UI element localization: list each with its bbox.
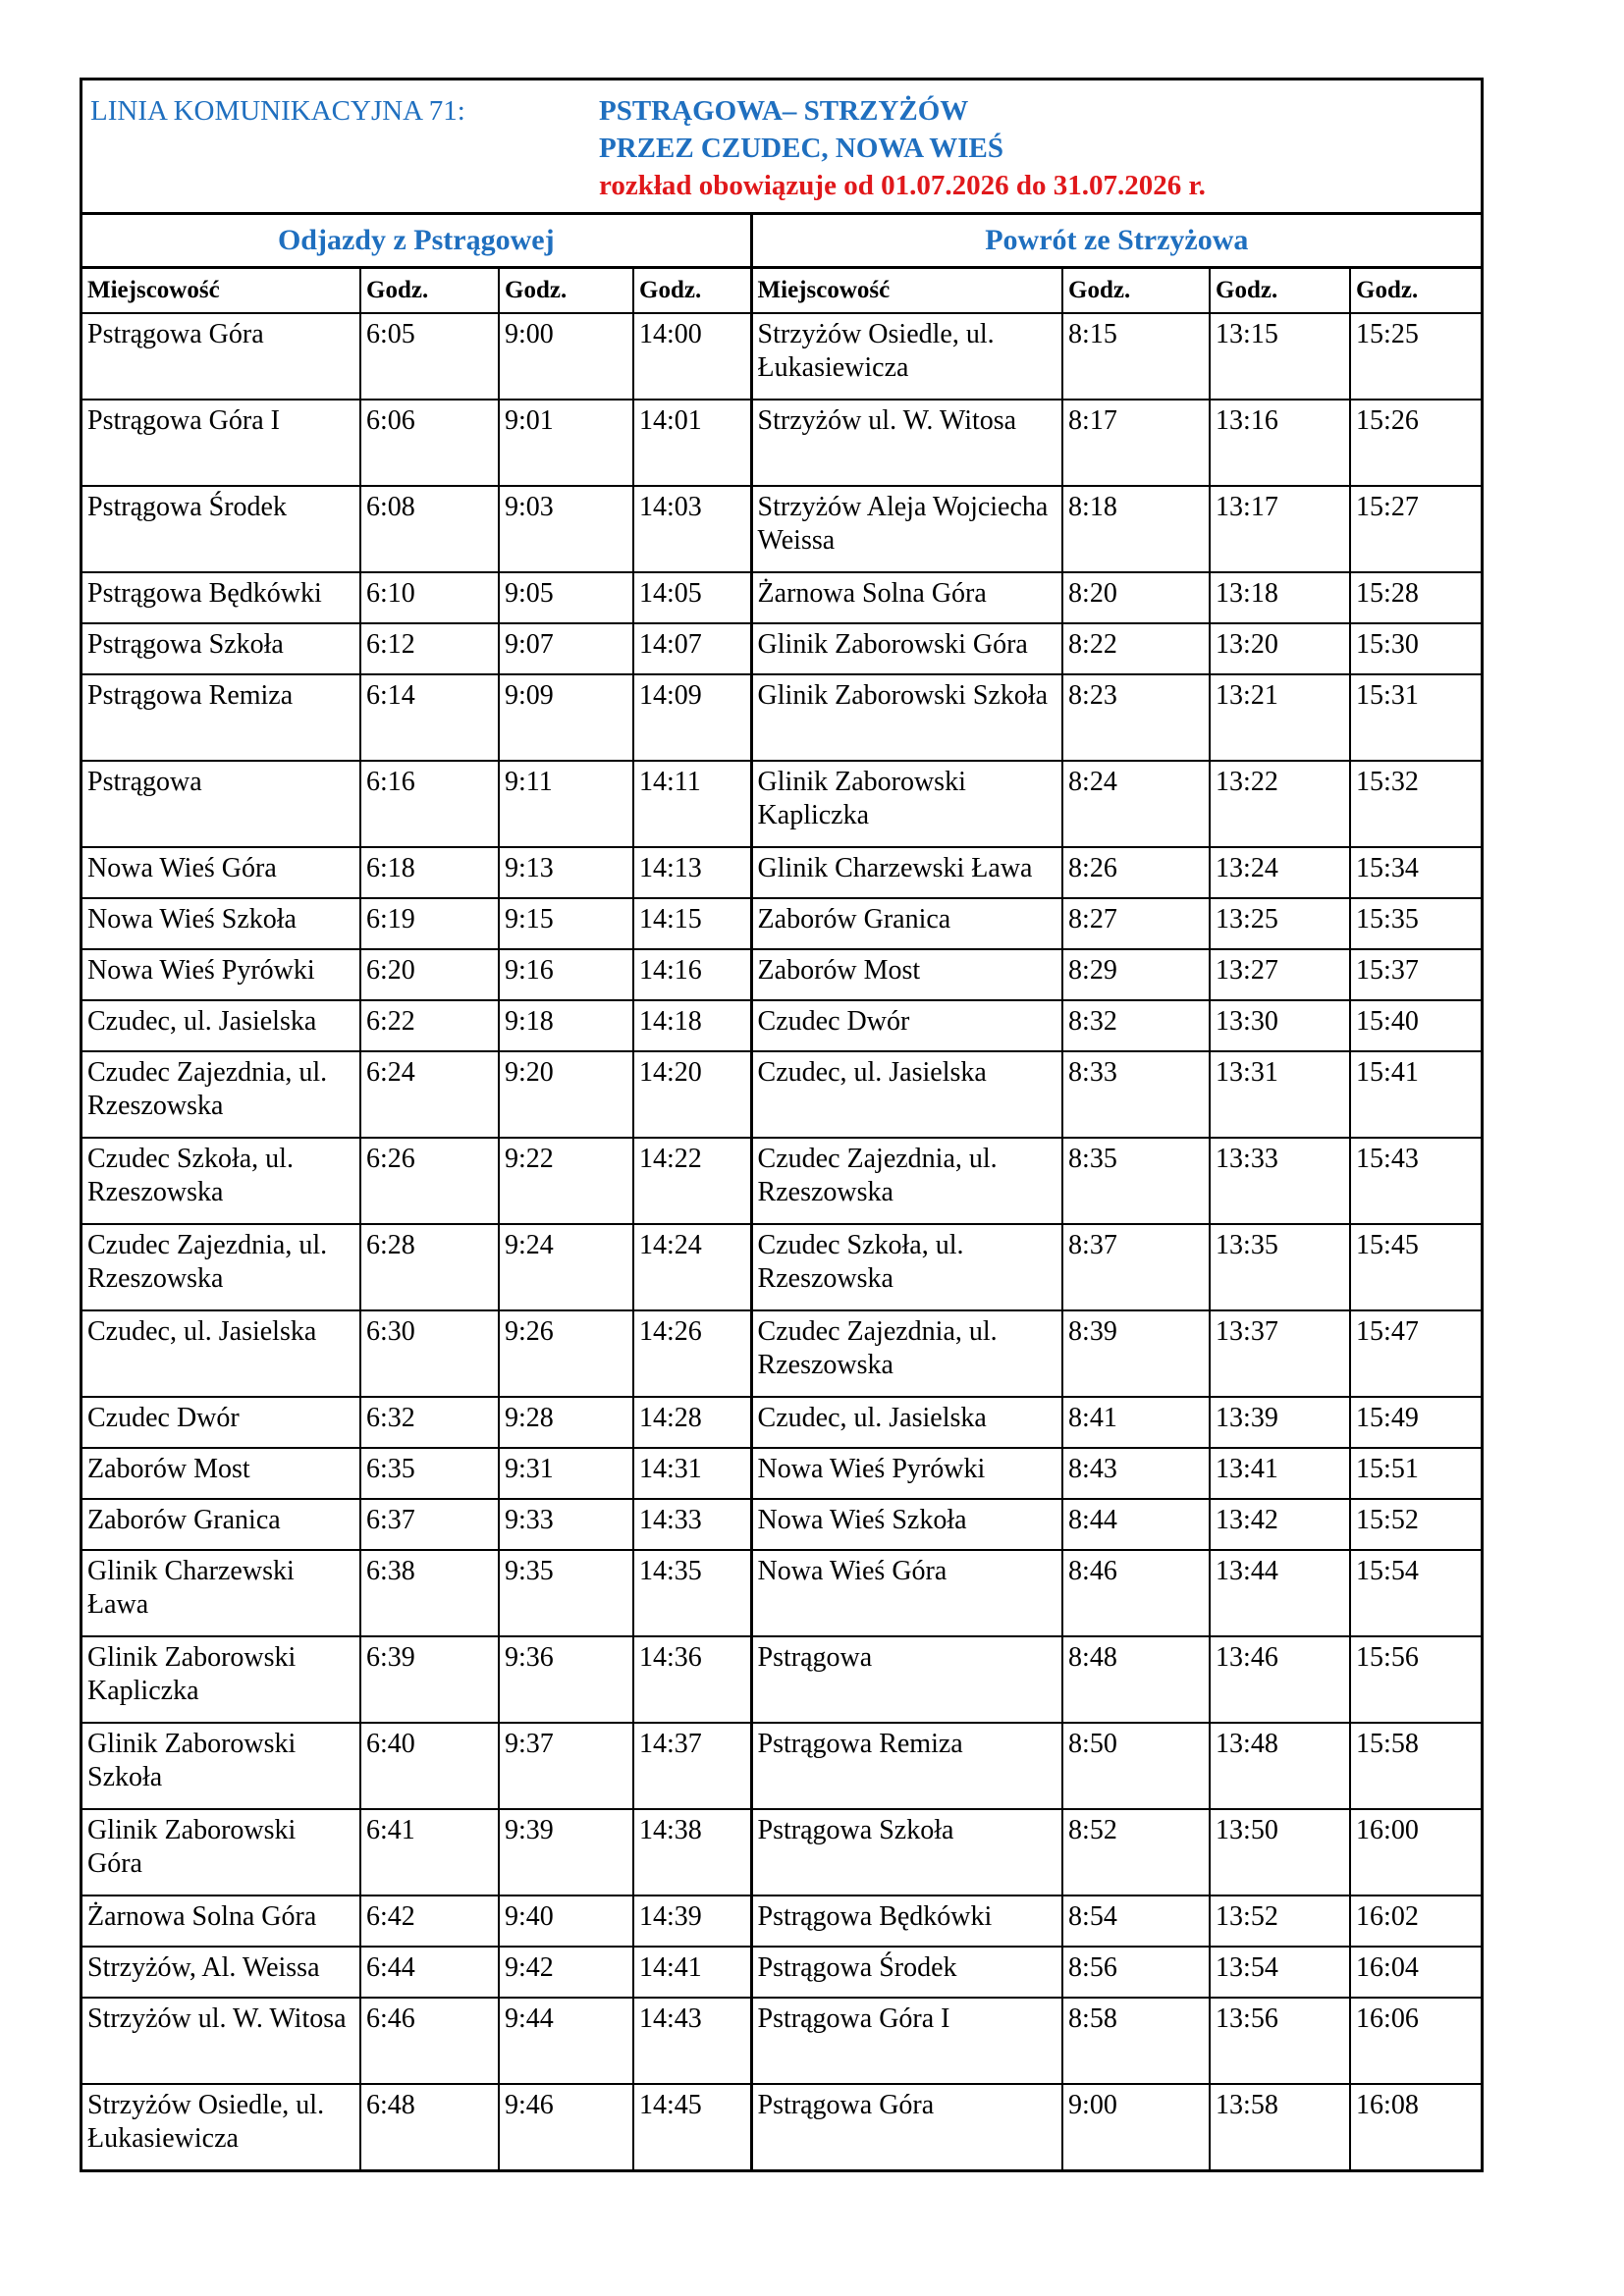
return-stop-name: Glinik Charzewski Ława (751, 847, 1062, 898)
out-time: 9:33 (499, 1499, 633, 1550)
table-row (82, 1448, 1481, 1499)
out-time: 9:26 (499, 1310, 633, 1397)
out-stop-name: Strzyżów ul. W. Witosa (82, 1998, 360, 2084)
out-time: 6:10 (360, 572, 499, 623)
return-time: 8:18 (1062, 486, 1210, 572)
return-time: 15:40 (1350, 1000, 1481, 1051)
table-row (82, 572, 1481, 623)
return-time: 15:27 (1350, 486, 1481, 572)
return-time: 8:43 (1062, 1448, 1210, 1499)
return-time: 8:58 (1062, 1998, 1210, 2084)
return-stop-name: Nowa Wieś Szkoła (751, 1499, 1062, 1550)
table-row (82, 949, 1481, 1000)
out-time: 6:42 (360, 1896, 499, 1947)
return-stop-name: Pstrągowa Góra (751, 2084, 1062, 2169)
return-stop-name: Strzyżów Aleja Wojciecha Weissa (751, 486, 1062, 572)
return-time: 13:15 (1210, 313, 1350, 400)
out-stop-name: Pstrągowa Góra (82, 313, 360, 400)
out-time: 6:26 (360, 1138, 499, 1224)
return-time: 16:08 (1350, 2084, 1481, 2169)
col-header-place: Miejscowość (751, 268, 1062, 314)
return-time: 13:42 (1210, 1499, 1350, 1550)
return-time: 13:20 (1210, 623, 1350, 674)
return-time: 13:30 (1210, 1000, 1350, 1051)
timetable-sheet (80, 78, 1484, 2172)
return-time: 16:02 (1350, 1896, 1481, 1947)
return-stop-name: Pstrągowa Środek (751, 1947, 1062, 1998)
out-stop-name: Zaborów Granica (82, 1499, 360, 1550)
out-time: 9:37 (499, 1723, 633, 1809)
out-time: 9:13 (499, 847, 633, 898)
out-time: 9:09 (499, 674, 633, 761)
return-time: 13:58 (1210, 2084, 1350, 2169)
return-time: 13:27 (1210, 949, 1350, 1000)
return-time: 8:32 (1062, 1000, 1210, 1051)
table-row (82, 486, 1481, 572)
out-time: 9:16 (499, 949, 633, 1000)
col-header-time: Godz. (633, 268, 751, 314)
return-stop-name: Strzyżów Osiedle, ul. Łukasiewicza (751, 313, 1062, 400)
return-time: 8:33 (1062, 1051, 1210, 1138)
return-time: 15:52 (1350, 1499, 1481, 1550)
return-time: 13:17 (1210, 486, 1350, 572)
return-time: 8:37 (1062, 1224, 1210, 1310)
return-time: 15:28 (1350, 572, 1481, 623)
table-row (82, 1310, 1481, 1397)
out-time: 9:03 (499, 486, 633, 572)
out-time: 14:38 (633, 1809, 751, 1896)
return-time: 13:18 (1210, 572, 1350, 623)
col-header-time: Godz. (360, 268, 499, 314)
return-time: 15:56 (1350, 1636, 1481, 1723)
out-time: 14:36 (633, 1636, 751, 1723)
out-stop-name: Czudec, ul. Jasielska (82, 1000, 360, 1051)
return-time: 15:30 (1350, 623, 1481, 674)
table-row (82, 1550, 1481, 1636)
out-time: 9:31 (499, 1448, 633, 1499)
return-time: 8:52 (1062, 1809, 1210, 1896)
return-time: 8:46 (1062, 1550, 1210, 1636)
out-time: 14:37 (633, 1723, 751, 1809)
out-stop-name: Nowa Wieś Szkoła (82, 898, 360, 949)
table-row (82, 1499, 1481, 1550)
out-time: 14:31 (633, 1448, 751, 1499)
return-time: 15:47 (1350, 1310, 1481, 1397)
out-time: 6:35 (360, 1448, 499, 1499)
return-time: 15:26 (1350, 400, 1481, 486)
return-time: 13:50 (1210, 1809, 1350, 1896)
out-time: 9:24 (499, 1224, 633, 1310)
out-time: 14:41 (633, 1947, 751, 1998)
out-time: 6:46 (360, 1998, 499, 2084)
return-time: 8:24 (1062, 761, 1210, 847)
return-time: 13:52 (1210, 1896, 1350, 1947)
return-time: 15:45 (1350, 1224, 1481, 1310)
table-row (82, 313, 1481, 400)
out-time: 14:18 (633, 1000, 751, 1051)
return-time: 13:37 (1210, 1310, 1350, 1397)
return-time: 13:25 (1210, 898, 1350, 949)
return-time: 8:15 (1062, 313, 1210, 400)
out-time: 9:44 (499, 1998, 633, 2084)
table-row (82, 1636, 1481, 1723)
out-time: 14:43 (633, 1998, 751, 2084)
return-time: 8:29 (1062, 949, 1210, 1000)
out-time: 6:38 (360, 1550, 499, 1636)
return-time: 8:41 (1062, 1397, 1210, 1448)
return-time: 13:16 (1210, 400, 1350, 486)
return-time: 15:51 (1350, 1448, 1481, 1499)
return-time: 8:26 (1062, 847, 1210, 898)
table-row (82, 1947, 1481, 1998)
return-time: 15:31 (1350, 674, 1481, 761)
out-stop-name: Pstrągowa Góra I (82, 400, 360, 486)
return-time: 8:20 (1062, 572, 1210, 623)
return-stop-name: Strzyżów ul. W. Witosa (751, 400, 1062, 486)
out-time: 14:39 (633, 1896, 751, 1947)
col-header-time: Godz. (1210, 268, 1350, 314)
line-label: LINIA KOMUNIKACYJNA 71: (90, 95, 465, 127)
out-time: 6:32 (360, 1397, 499, 1448)
out-stop-name: Czudec Dwór (82, 1397, 360, 1448)
col-header-time: Godz. (1350, 268, 1481, 314)
return-time: 15:58 (1350, 1723, 1481, 1809)
return-time: 15:32 (1350, 761, 1481, 847)
out-stop-name: Czudec Szkoła, ul. Rzeszowska (82, 1138, 360, 1224)
out-time: 14:07 (633, 623, 751, 674)
out-time: 6:39 (360, 1636, 499, 1723)
return-time: 8:39 (1062, 1310, 1210, 1397)
out-time: 9:20 (499, 1051, 633, 1138)
return-time: 13:56 (1210, 1998, 1350, 2084)
out-time: 9:46 (499, 2084, 633, 2169)
table-row (82, 400, 1481, 486)
out-time: 6:18 (360, 847, 499, 898)
out-time: 6:20 (360, 949, 499, 1000)
return-time: 13:46 (1210, 1636, 1350, 1723)
return-time: 13:35 (1210, 1224, 1350, 1310)
return-time: 8:54 (1062, 1896, 1210, 1947)
out-time: 6:41 (360, 1809, 499, 1896)
out-time: 9:28 (499, 1397, 633, 1448)
out-time: 6:05 (360, 313, 499, 400)
table-row (82, 898, 1481, 949)
route-title: PSTRĄGOWA– STRZYŻÓW (599, 95, 969, 127)
return-time: 15:43 (1350, 1138, 1481, 1224)
out-time: 6:06 (360, 400, 499, 486)
return-time: 15:34 (1350, 847, 1481, 898)
return-stop-name: Pstrągowa Szkoła (751, 1809, 1062, 1896)
table-row (82, 623, 1481, 674)
out-time: 9:22 (499, 1138, 633, 1224)
outbound-section-title: Odjazdy z Pstrągowej (82, 215, 751, 268)
return-time: 13:22 (1210, 761, 1350, 847)
out-time: 9:00 (499, 313, 633, 400)
table-row (82, 1138, 1481, 1224)
out-stop-name: Zaborów Most (82, 1448, 360, 1499)
return-stop-name: Zaborów Granica (751, 898, 1062, 949)
return-time: 8:35 (1062, 1138, 1210, 1224)
out-time: 14:20 (633, 1051, 751, 1138)
out-time: 6:12 (360, 623, 499, 674)
return-time: 8:17 (1062, 400, 1210, 486)
return-stop-name: Czudec, ul. Jasielska (751, 1051, 1062, 1138)
out-time: 14:15 (633, 898, 751, 949)
out-stop-name: Glinik Zaborowski Kapliczka (82, 1636, 360, 1723)
out-stop-name: Czudec Zajezdnia, ul. Rzeszowska (82, 1051, 360, 1138)
out-stop-name: Czudec, ul. Jasielska (82, 1310, 360, 1397)
return-time: 8:27 (1062, 898, 1210, 949)
table-row (82, 1000, 1481, 1051)
return-time: 13:21 (1210, 674, 1350, 761)
return-stop-name: Czudec Zajezdnia, ul. Rzeszowska (751, 1138, 1062, 1224)
table-row (82, 1397, 1481, 1448)
return-stop-name: Pstrągowa Remiza (751, 1723, 1062, 1809)
table-row (82, 1224, 1481, 1310)
return-time: 8:50 (1062, 1723, 1210, 1809)
return-time: 9:00 (1062, 2084, 1210, 2169)
return-time: 13:41 (1210, 1448, 1350, 1499)
validity-note: rozkład obowiązuje od 01.07.2026 do 31.07.2026 r. (599, 170, 1206, 201)
col-header-place: Miejscowość (82, 268, 360, 314)
out-time: 6:37 (360, 1499, 499, 1550)
return-stop-name: Czudec Szkoła, ul. Rzeszowska (751, 1224, 1062, 1310)
out-time: 14:33 (633, 1499, 751, 1550)
return-stop-name: Glinik Zaborowski Szkoła (751, 674, 1062, 761)
return-time: 16:00 (1350, 1809, 1481, 1896)
out-time: 6:16 (360, 761, 499, 847)
return-time: 16:04 (1350, 1947, 1481, 1998)
out-stop-name: Glinik Zaborowski Szkoła (82, 1723, 360, 1809)
out-time: 9:01 (499, 400, 633, 486)
return-time: 16:06 (1350, 1998, 1481, 2084)
return-time: 13:31 (1210, 1051, 1350, 1138)
col-header-time: Godz. (499, 268, 633, 314)
out-stop-name: Pstrągowa Będkówki (82, 572, 360, 623)
return-time: 13:54 (1210, 1947, 1350, 1998)
return-time: 15:41 (1350, 1051, 1481, 1138)
out-time: 9:15 (499, 898, 633, 949)
out-time: 9:36 (499, 1636, 633, 1723)
return-stop-name: Pstrągowa (751, 1636, 1062, 1723)
timetable (82, 215, 1481, 2169)
out-time: 14:11 (633, 761, 751, 847)
out-time: 6:22 (360, 1000, 499, 1051)
table-row (82, 761, 1481, 847)
out-time: 14:35 (633, 1550, 751, 1636)
return-stop-name: Czudec Dwór (751, 1000, 1062, 1051)
return-time: 15:25 (1350, 313, 1481, 400)
return-time: 13:48 (1210, 1723, 1350, 1809)
out-time: 6:19 (360, 898, 499, 949)
out-stop-name: Pstrągowa Szkoła (82, 623, 360, 674)
out-stop-name: Nowa Wieś Góra (82, 847, 360, 898)
out-time: 14:45 (633, 2084, 751, 2169)
out-time: 6:44 (360, 1947, 499, 1998)
out-time: 6:08 (360, 486, 499, 572)
route-via: PRZEZ CZUDEC, NOWA WIEŚ (599, 133, 1004, 164)
return-time: 13:33 (1210, 1138, 1350, 1224)
return-time: 15:37 (1350, 949, 1481, 1000)
return-stop-name: Pstrągowa Góra I (751, 1998, 1062, 2084)
table-row (82, 1998, 1481, 2084)
col-header-time: Godz. (1062, 268, 1210, 314)
out-time: 14:00 (633, 313, 751, 400)
out-time: 6:40 (360, 1723, 499, 1809)
table-row (82, 1809, 1481, 1896)
table-row (82, 1723, 1481, 1809)
out-stop-name: Pstrągowa Remiza (82, 674, 360, 761)
return-stop-name: Czudec, ul. Jasielska (751, 1397, 1062, 1448)
return-time: 13:24 (1210, 847, 1350, 898)
out-time: 14:05 (633, 572, 751, 623)
return-time: 13:44 (1210, 1550, 1350, 1636)
return-stop-name: Nowa Wieś Pyrówki (751, 1448, 1062, 1499)
return-section-title: Powrót ze Strzyżowa (751, 215, 1481, 268)
out-time: 14:28 (633, 1397, 751, 1448)
table-row (82, 847, 1481, 898)
out-time: 14:26 (633, 1310, 751, 1397)
out-time: 14:01 (633, 400, 751, 486)
out-stop-name: Nowa Wieś Pyrówki (82, 949, 360, 1000)
return-stop-name: Żarnowa Solna Góra (751, 572, 1062, 623)
table-row (82, 674, 1481, 761)
table-row (82, 2084, 1481, 2169)
out-time: 6:48 (360, 2084, 499, 2169)
out-time: 9:18 (499, 1000, 633, 1051)
return-stop-name: Glinik Zaborowski Kapliczka (751, 761, 1062, 847)
return-time: 8:22 (1062, 623, 1210, 674)
out-stop-name: Glinik Charzewski Ława (82, 1550, 360, 1636)
out-time: 14:22 (633, 1138, 751, 1224)
out-stop-name: Żarnowa Solna Góra (82, 1896, 360, 1947)
return-stop-name: Zaborów Most (751, 949, 1062, 1000)
out-time: 14:09 (633, 674, 751, 761)
out-time: 9:11 (499, 761, 633, 847)
out-time: 6:28 (360, 1224, 499, 1310)
out-time: 6:14 (360, 674, 499, 761)
out-time: 9:39 (499, 1809, 633, 1896)
out-time: 9:07 (499, 623, 633, 674)
out-time: 14:03 (633, 486, 751, 572)
out-time: 6:24 (360, 1051, 499, 1138)
return-time: 8:44 (1062, 1499, 1210, 1550)
out-time: 14:13 (633, 847, 751, 898)
out-time: 14:24 (633, 1224, 751, 1310)
return-time: 15:54 (1350, 1550, 1481, 1636)
return-stop-name: Nowa Wieś Góra (751, 1550, 1062, 1636)
out-stop-name: Pstrągowa Środek (82, 486, 360, 572)
out-time: 9:05 (499, 572, 633, 623)
return-time: 13:39 (1210, 1397, 1350, 1448)
table-row (82, 1896, 1481, 1947)
out-time: 9:35 (499, 1550, 633, 1636)
title-block (82, 80, 1481, 215)
out-stop-name: Glinik Zaborowski Góra (82, 1809, 360, 1896)
return-time: 8:56 (1062, 1947, 1210, 1998)
out-stop-name: Strzyżów Osiedle, ul. Łukasiewicza (82, 2084, 360, 2169)
table-row (82, 1051, 1481, 1138)
out-time: 9:40 (499, 1896, 633, 1947)
timetable-body (82, 313, 1481, 2169)
return-time: 15:35 (1350, 898, 1481, 949)
return-time: 8:48 (1062, 1636, 1210, 1723)
out-time: 6:30 (360, 1310, 499, 1397)
return-stop-name: Glinik Zaborowski Góra (751, 623, 1062, 674)
out-stop-name: Strzyżów, Al. Weissa (82, 1947, 360, 1998)
return-time: 15:49 (1350, 1397, 1481, 1448)
return-stop-name: Pstrągowa Będkówki (751, 1896, 1062, 1947)
return-stop-name: Czudec Zajezdnia, ul. Rzeszowska (751, 1310, 1062, 1397)
return-time: 8:23 (1062, 674, 1210, 761)
out-stop-name: Czudec Zajezdnia, ul. Rzeszowska (82, 1224, 360, 1310)
out-time: 9:42 (499, 1947, 633, 1998)
out-stop-name: Pstrągowa (82, 761, 360, 847)
out-time: 14:16 (633, 949, 751, 1000)
